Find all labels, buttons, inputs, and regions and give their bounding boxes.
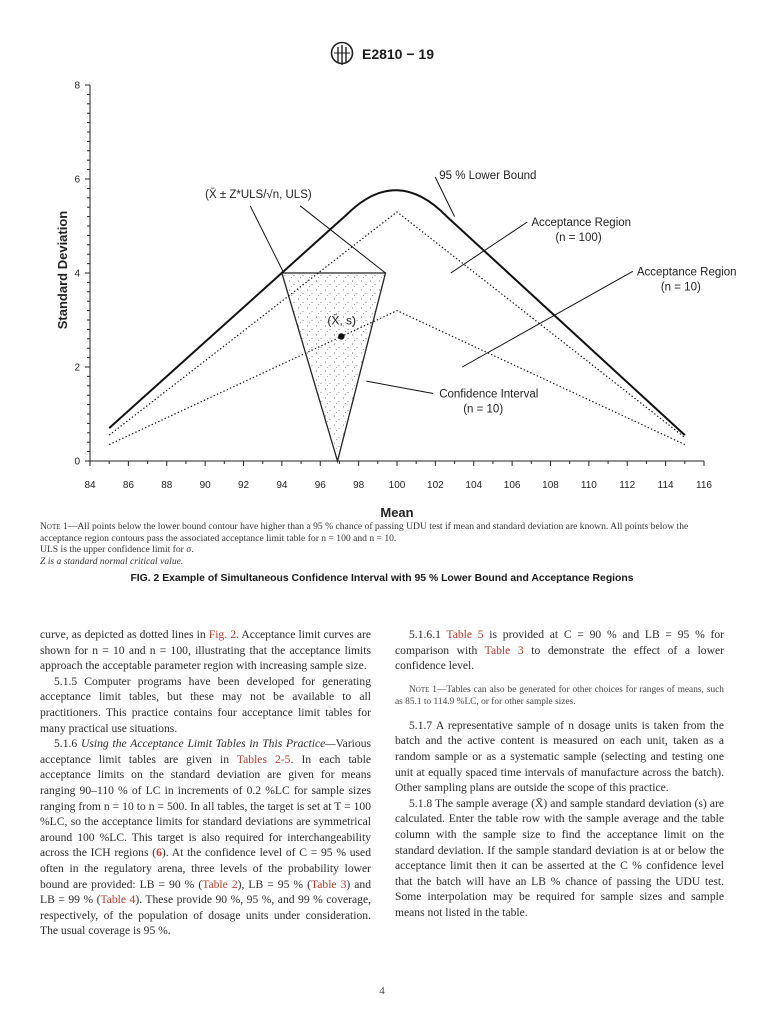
tables-2-5-link[interactable]: Tables 2-5: [236, 752, 291, 766]
annotation-label: Acceptance Region: [531, 217, 632, 229]
annotation-label: (X̄ ± Z*ULS/√n, ULS): [205, 188, 312, 201]
section-5-1-7: 5.1.7 A representative sample of n dosage units is taken from the batch and the active content is measured on each unit, taken as a random sample or as a systematic sample (selecting and testing one unit at equally spaced time intervals of manufacture across the batch). Other sampling plans are outside the scope of this practice.: [395, 718, 724, 795]
left-column: [40, 627, 371, 939]
x-tick-label: 100: [388, 480, 406, 491]
x-tick-label: 116: [696, 480, 712, 491]
figure-notes: [40, 521, 730, 567]
y-tick-label: 6: [74, 174, 80, 186]
x-tick-label: 102: [427, 480, 444, 491]
annotation-arrow: [366, 381, 433, 393]
y-tick-label: 0: [74, 456, 80, 468]
fig2-link[interactable]: Fig. 2: [208, 628, 236, 641]
x-tick-label: 92: [237, 480, 250, 491]
chart-annotations: [205, 170, 736, 416]
z-definition: Z is a standard normal critical value.: [40, 555, 184, 567]
x-tick-label: 90: [199, 480, 211, 491]
table-5-link[interactable]: Table 5: [446, 628, 484, 641]
annotation-sublabel: (n = 100): [555, 232, 602, 244]
annotation-arrow: [300, 206, 385, 273]
note-tables: Note 1—Tables can also be generated for other choices for ranges of means, such as 85.1 to 114.9 %LC, or for other sample sizes.: [395, 684, 724, 707]
annotation-sublabel: (n = 10): [463, 403, 504, 416]
reference-6-link[interactable]: 6: [156, 846, 162, 860]
y-tick-label: 8: [74, 80, 80, 92]
section-5-1-8: 5.1.8 The sample average (X̄) and sample standard deviation (s) are calculated. Enter the table row with the sample average and the table column with the sample size to find the acceptance limit on the standard deviation. If the sample standard deviation is at or below the acceptance limit then it can be asserted at the C % confidence level that the batch will have an LB % chance of passing the UDU test. Some interpolation may be required for sample sizes and sample means not listed in the table.: [395, 796, 724, 919]
paragraph-continuation: curve, as depicted as dotted lines in Fig. 2. Acceptance limit curves are shown for n = 10 and n = 100, illustrating that the acceptance limits approach the acceptable parameter region with increasing sample size.: [40, 628, 371, 673]
x-tick-label: 88: [161, 480, 173, 491]
annotation-label: Acceptance Region: [636, 266, 737, 279]
figure-caption: FIG. 2 Example of Simultaneous Confidence Interval with 95 % Lower Bound and Acceptance Regions: [130, 573, 634, 584]
x-tick-label: 110: [580, 480, 597, 491]
document-designation: E2810 − 19: [361, 46, 434, 62]
table-2-link[interactable]: Table 2: [202, 877, 238, 891]
page-header: [0, 40, 764, 68]
sample-point-label: (X̄, s): [327, 313, 357, 328]
x-tick-label: 104: [465, 480, 483, 491]
section-5-1-6-title: Using the Acceptance Limit Tables in This Practice—: [81, 737, 336, 751]
uls-definition: ULS is the upper confidence limit for σ.: [40, 544, 194, 555]
annotation-sublabel: (n = 10): [660, 281, 701, 294]
annotation-label: Confidence Interval: [439, 388, 539, 401]
x-tick-label: 114: [657, 480, 674, 491]
table-3-link[interactable]: Table 3: [310, 877, 347, 891]
section-5-1-5: 5.1.5 Computer programs have been developed for generating acceptance limit tables, but these may not be available to all practitioners. This practice contains four acceptance limit tables for many practical use situations.: [40, 674, 371, 735]
note-1-text: —All points below the lower bound contour have higher than a 95 % chance of passing UDU test if mean and standard deviation are known. All points below the acceptance region contours pass the associated acceptance limit table for n = 100 and n = 10.: [40, 521, 689, 544]
annotation-arrow: [462, 271, 633, 367]
astm-logo: [330, 40, 354, 68]
page-number: 4: [379, 985, 385, 997]
x-tick-label: 106: [503, 480, 521, 491]
annotation-label: 95 % Lower Bound: [439, 170, 537, 182]
y-axis-label: Standard Deviation: [55, 210, 70, 330]
annotation-arrow: [250, 206, 284, 273]
chart-axes: [74, 81, 712, 492]
x-tick-label: 112: [619, 480, 636, 491]
table-3-link-right[interactable]: Table 3: [484, 643, 524, 657]
confidence-region: [282, 273, 386, 461]
x-tick-label: 86: [122, 480, 134, 491]
x-tick-label: 108: [542, 480, 559, 491]
table-4-link[interactable]: Table 4: [100, 893, 136, 907]
note-1: [40, 521, 730, 544]
y-tick-label: 4: [74, 268, 80, 280]
x-axis-label: Mean: [380, 505, 414, 520]
x-tick-label: 96: [314, 480, 326, 491]
y-tick-label: 2: [74, 362, 80, 374]
section-5-1-6-1: 5.1.6.1 Table 5 is provided at C = 90 % and LB = 95 % for comparison with Table 3 to demonstrate the effect of a lower confidence level.: [395, 628, 724, 673]
figure-chart: [0, 70, 764, 520]
right-column: [395, 627, 724, 921]
series-line-2: [109, 212, 685, 438]
x-tick-label: 84: [84, 480, 96, 491]
x-tick-label: 94: [276, 480, 288, 491]
section-5-1-6: 5.1.6 Using the Acceptance Limit Tables in This Practice—Various acceptance limit tables are given in Tables 2-5. In each table acceptance limits on the standard deviation are given for means ranging 90–110 % of LC in increments of 0.2 %LC for sample sizes ranging from n = 10 to n = 500. In all tables, the target is set at T = 100 %LC, so the acceptance limits for standard deviations are symmetrical around 100 %LC. This target is also required for interchangeability across the ICH regions (6). At the confidence level of C = 95 % used often in the regulatory arena, three levels of the probability lower bound are provided: LB = 90 % (Table 2), LB = 95 % (Table 3) and LB = 99 % (Table 4). These provide 90 %, 95 %, and 99 % coverage, respectively, of the population of dosage units under consideration. The usual coverage is 95 %.: [40, 737, 372, 938]
series-line-3: [109, 311, 685, 445]
x-tick-label: 98: [353, 480, 365, 491]
sample-point: [338, 333, 344, 339]
chart-series: [109, 190, 685, 461]
annotation-arrow: [435, 177, 454, 217]
note-1-label: Note 1: [40, 521, 68, 532]
